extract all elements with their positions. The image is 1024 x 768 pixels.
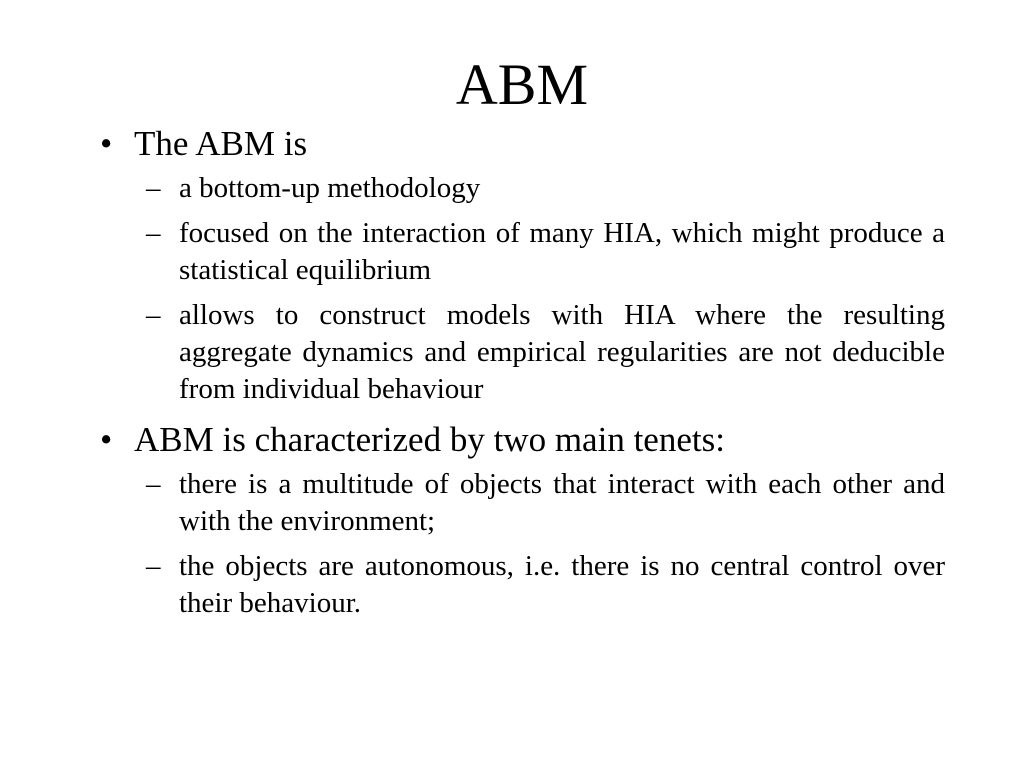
sub-item-text: the objects are autonomous, i.e. there is no central control over their behaviour. <box>179 550 945 619</box>
bullet-text: The ABM is <box>134 124 308 163</box>
bullet-mark: • <box>100 420 113 459</box>
sub-item-text: allows to construct models with HIA where the resulting aggregate dynamics and empirical regularities are not deducible from individual behaviour <box>179 299 945 405</box>
sub-item <box>146 466 945 540</box>
sub-item <box>146 297 945 408</box>
sub-item <box>146 215 945 289</box>
dash-mark: – <box>146 217 161 249</box>
sub-item-text: a bottom-up methodology <box>179 172 481 204</box>
dash-mark: – <box>146 299 161 331</box>
slide-content <box>100 122 945 630</box>
bullet-text: ABM is characterized by two main tenets: <box>134 420 725 459</box>
bullet-item <box>100 122 945 166</box>
sub-list <box>100 466 945 622</box>
sub-item-text: focused on the interaction of many HIA, which might produce a statistical equilibrium <box>179 217 945 286</box>
dash-mark: – <box>146 550 161 582</box>
slide-title: ABM <box>455 52 589 117</box>
sub-item <box>146 170 945 207</box>
dash-mark: – <box>146 172 161 204</box>
sub-item-text: there is a multitude of objects that interact with each other and with the environment; <box>179 468 945 537</box>
bullet-mark: • <box>100 124 113 163</box>
sub-item <box>146 548 945 622</box>
bullet-item <box>100 418 945 462</box>
sub-list <box>100 170 945 408</box>
dash-mark: – <box>146 468 161 500</box>
